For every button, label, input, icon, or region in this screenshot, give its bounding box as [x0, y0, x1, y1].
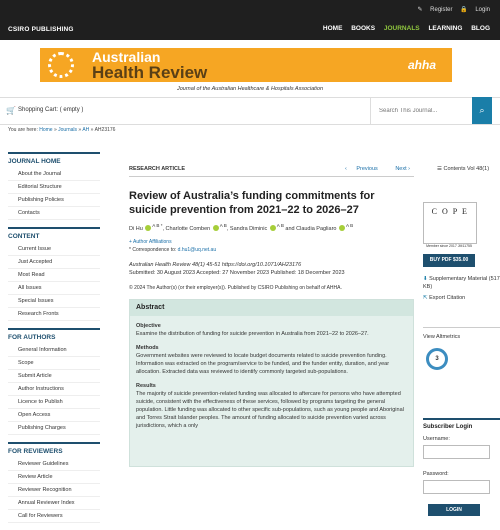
- methods-text: Government websites were reviewed to locate budget documents related to suicide prevention funding. Information was extracted on the program/service to be funded, and the funder entity, duration, and year allocation. Extracted data was reviewed to identify commonly targeted sub-populations.: [136, 352, 390, 375]
- nav-blog[interactable]: BLOG: [471, 25, 490, 32]
- password-label: Password:: [423, 471, 449, 477]
- subscriber-login-heading: Subscriber Login: [423, 418, 500, 430]
- author-sup: A B *: [152, 223, 163, 228]
- sidebar-item-scope[interactable]: Scope: [8, 357, 100, 370]
- content-heading[interactable]: CONTENT: [8, 227, 100, 240]
- sidebar-item-research-fronts[interactable]: Research Fronts: [8, 308, 100, 321]
- abstract-heading: Abstract: [130, 300, 413, 316]
- objective-label: Objective: [136, 322, 161, 329]
- sidebar-item-annual-reviewer-index[interactable]: Annual Reviewer Index: [8, 497, 100, 510]
- citation-block: [129, 261, 414, 277]
- prev-next-nav: [337, 166, 410, 172]
- breadcrumb-journals[interactable]: Journals: [58, 127, 78, 133]
- author-list: Di Hu $^{A B *}$, Charlotte Comben $^{A B}$, Sandra Diminic $^{A B}$ and Claudia Pagliaro $^{A B}$: [129, 223, 354, 232]
- breadcrumb-home[interactable]: Home: [39, 127, 53, 133]
- for-authors-group: [8, 328, 100, 435]
- breadcrumb: You are here: Home » Journals » AH » AH23176: [8, 127, 116, 133]
- cart-link[interactable]: Shopping Cart: ( empty ): [18, 107, 84, 113]
- sidebar-item-contacts[interactable]: Contacts: [8, 207, 100, 220]
- login-label: Login: [475, 7, 490, 13]
- sidebar-item-licence[interactable]: Licence to Publish: [8, 396, 100, 409]
- journal-banner[interactable]: [40, 48, 452, 82]
- ahha-logo: ahha: [407, 58, 436, 72]
- sidebar-item-current-issue[interactable]: Current Issue: [8, 243, 100, 256]
- nav-journals[interactable]: JOURNALS: [383, 25, 420, 32]
- utility-links: [411, 6, 490, 13]
- journal-home-group: [8, 152, 100, 220]
- search-box: [370, 98, 473, 124]
- search-input[interactable]: [377, 104, 473, 118]
- sidebar-item-just-accepted[interactable]: Just Accepted: [8, 256, 100, 269]
- author-sup: A B: [346, 223, 354, 228]
- altmetric-badge[interactable]: 3: [426, 348, 448, 370]
- correspondence-email[interactable]: d.hu1@uq.net.au: [177, 246, 217, 253]
- article-content: [129, 162, 414, 467]
- register-label: Register: [430, 7, 453, 13]
- nav-books[interactable]: BOOKS: [351, 25, 376, 32]
- banner-line1: Australian: [92, 49, 161, 65]
- orcid-icon[interactable]: [145, 225, 151, 231]
- export-icon: ⇱: [423, 295, 428, 301]
- sidebar-item-publishing-charges[interactable]: Publishing Charges: [8, 422, 100, 435]
- cart-icon[interactable]: 🛒: [6, 106, 16, 115]
- author-name[interactable]: Claudia Pagliaro: [296, 225, 337, 232]
- sidebar-item-author-instructions[interactable]: Author Instructions: [8, 383, 100, 396]
- contents-link[interactable]: ☰ Contents Vol 48(1): [437, 166, 490, 172]
- citation[interactable]: Australian Health Review 48(1) 45-51 https://doi.org/10.1071/AH23176: [129, 261, 302, 268]
- previous-label: Previous: [356, 166, 378, 172]
- buy-pdf-button[interactable]: BUY PDF $35.00: [423, 254, 475, 267]
- breadcrumb-ah[interactable]: AH: [82, 127, 90, 133]
- cope-logo[interactable]: [423, 202, 477, 244]
- methods-label: Methods: [136, 344, 159, 351]
- next-label: Next: [395, 166, 407, 172]
- abstract-body: [130, 316, 413, 436]
- sidebar-item-reviewer-guidelines[interactable]: Reviewer Guidelines: [8, 458, 100, 471]
- supplementary-link[interactable]: [423, 275, 500, 291]
- results-text: The majority of suicide prevention-related funding was allocated to aftercare for persons who have attempted suicide, consistent with the effectiveness of these services, followed by programs targeting the general population. Little funding was allocated to other specific sub-populations, such as young people and Aboriginal and Torres Strait Islander peoples. The amount of funding allocated to suicide prevention varied across jurisdictions, which a only: [136, 390, 404, 429]
- for-reviewers-group: [8, 442, 100, 523]
- sidebar-item-call-for-reviewers[interactable]: Call for Reviewers: [8, 510, 100, 523]
- sidebar-item-all-issues[interactable]: All Issues: [8, 282, 100, 295]
- banner-line2: Health Review: [92, 63, 208, 82]
- login-button[interactable]: LOGIN: [428, 504, 480, 516]
- sidebar-item-open-access[interactable]: Open Access: [8, 409, 100, 422]
- export-label: Export Citation: [429, 295, 466, 301]
- correspondence-label: * Correspondence to:: [129, 246, 177, 253]
- author-name[interactable]: Charlotte Comben: [165, 225, 211, 232]
- sidebar-item-policies[interactable]: Publishing Policies: [8, 194, 100, 207]
- author-sup: A B: [219, 223, 227, 228]
- journal-home-heading[interactable]: JOURNAL HOME: [8, 152, 100, 165]
- cope-text: C O P E: [431, 207, 469, 216]
- brand-name[interactable]: CSIRO PUBLISHING: [8, 26, 74, 33]
- download-icon: ⬇: [423, 276, 428, 282]
- export-citation-link[interactable]: [423, 295, 500, 301]
- search-icon[interactable]: ⌕: [472, 97, 492, 124]
- author-name[interactable]: Di Hu: [129, 225, 143, 232]
- sidebar-item-about[interactable]: About the Journal: [8, 168, 100, 181]
- next-link[interactable]: Next ›: [395, 166, 410, 172]
- author-affiliations-toggle[interactable]: + Author Affiliations: [129, 238, 172, 245]
- journal-subtitle: Journal of the Australian Healthcare & Hospitals Association: [176, 86, 324, 92]
- correspondence: [129, 247, 414, 253]
- main-nav: [316, 25, 490, 32]
- left-sidebar: [8, 152, 100, 530]
- top-bar: [0, 0, 500, 40]
- orcid-icon[interactable]: [270, 225, 276, 231]
- article-title: Review of Australia’s funding commitments for suicide prevention from 2021–22 to 2026–27: [129, 190, 375, 216]
- cart-bar: [0, 97, 500, 125]
- sidebar-item-editorial[interactable]: Editorial Structure: [8, 181, 100, 194]
- altmetrics-label: View Altmetrics: [423, 327, 500, 340]
- article-type: RESEARCH ARTICLE: [129, 166, 186, 172]
- results-label: Results: [136, 382, 156, 389]
- contents-label: Contents Vol 48(1): [443, 166, 490, 172]
- content-group: [8, 227, 100, 321]
- breadcrumb-current: AH23176: [94, 127, 116, 133]
- sidebar-item-special-issues[interactable]: Special Issues: [8, 295, 100, 308]
- copyright: © 2024 The Author(s) (or their employer(s)). Published by CSIRO Publishing on behalf of AHHA.: [129, 284, 342, 291]
- article-dates: Submitted: 30 August 2023 Accepted: 27 November 2023 Published: 18 December 2023: [129, 269, 345, 276]
- register-link[interactable]: ✎ Register: [417, 7, 453, 13]
- password-field[interactable]: [423, 480, 490, 494]
- sidebar-item-general-info[interactable]: General Information: [8, 344, 100, 357]
- orcid-icon[interactable]: [213, 225, 219, 231]
- breadcrumb-prefix: You are here:: [8, 127, 38, 133]
- sidebar-item-review-article[interactable]: Review Article: [8, 471, 100, 484]
- nav-learning[interactable]: LEARNING: [428, 25, 463, 32]
- author-name[interactable]: Sandra Diminic: [229, 225, 268, 232]
- orcid-icon[interactable]: [339, 225, 345, 231]
- objective-text: Examine the distribution of funding for suicide prevention in Australia from 2021–22 to 2026–27.: [136, 330, 369, 337]
- for-authors-heading[interactable]: FOR AUTHORS: [8, 328, 100, 341]
- previous-link[interactable]: ‹ Previous: [345, 166, 378, 172]
- login-link[interactable]: 🔒 Login: [460, 7, 490, 13]
- cope-member: Member since 2017 JM11755: [426, 244, 472, 248]
- sidebar-item-submit-article[interactable]: Submit Article: [8, 370, 100, 383]
- sidebar-item-reviewer-recognition[interactable]: Reviewer Recognition: [8, 484, 100, 497]
- username-label: Username:: [423, 436, 450, 442]
- author-sup: A B: [276, 223, 284, 228]
- nav-home[interactable]: HOME: [322, 25, 343, 32]
- abstract-box: [129, 299, 414, 467]
- article-topbar: [129, 162, 414, 177]
- sidebar-item-most-read[interactable]: Most Read: [8, 269, 100, 282]
- supplementary-label: Supplementary Material (517 KB): [423, 276, 500, 290]
- right-sidebar: [423, 162, 500, 516]
- username-field[interactable]: [423, 445, 490, 459]
- for-reviewers-heading[interactable]: FOR REVIEWERS: [8, 442, 100, 455]
- sun-logo-icon: [48, 52, 74, 78]
